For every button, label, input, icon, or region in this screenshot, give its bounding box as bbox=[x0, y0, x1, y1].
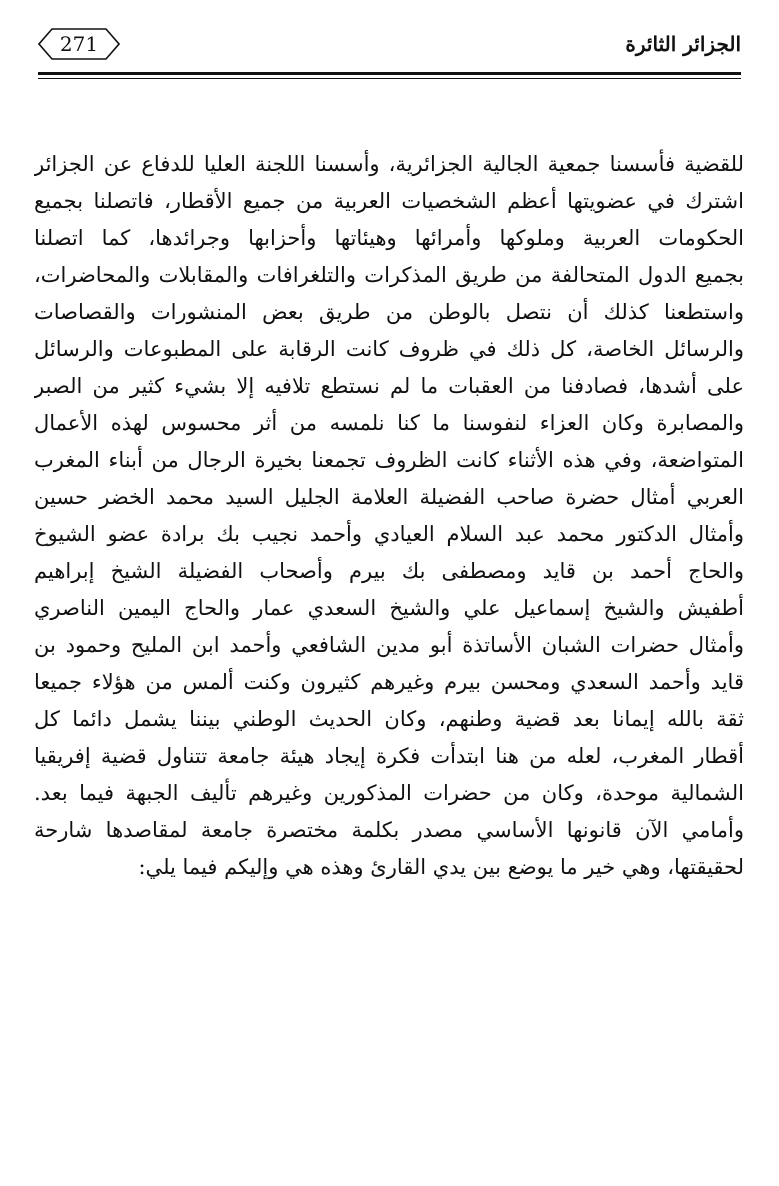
text-line: قايد وأحمد السعدي ومحسن بيرم وغيرهم كثيرون وكنت ألمس من هؤلاء جميعا bbox=[34, 670, 744, 694]
text-line: وأمثال حضرات الشبان الأساتذة أبو مدين الشافعي وأحمد ابن المليح وحمود بن bbox=[34, 633, 744, 657]
text-line: ثقة بالله إيمانا بعد قضية وطنهم، وكان الحديث الوطني بيننا يشمل دائما كل bbox=[34, 707, 744, 731]
text-line: العربي أمثال حضرة صاحب الفضيلة العلامة الجليل السيد محمد الخضر حسين bbox=[34, 485, 744, 509]
header-rule-thin bbox=[38, 78, 741, 79]
text-line: وأمثال الدكتور محمد عبد السلام العيادي وأحمد نجيب بك برادة عضو الشيوخ bbox=[34, 522, 744, 546]
text-line: لحقيقتها، وهي خير ما يوضع بين يدي القارئ وهذه هي وإليكم فيما يلي: bbox=[138, 855, 744, 879]
page-number-badge bbox=[38, 28, 120, 60]
text-line: اشترك في عضويتها أعظم الشخصيات العربية من جميع الأقطار، فاتصلنا بجميع bbox=[34, 189, 744, 213]
text-line: المتواضعة، وفي هذه الأثناء كانت الظروف تجمعنا بخيرة الرجال من أبناء المغرب bbox=[34, 448, 744, 472]
text-line: الحكومات العربية وملوكها وأمرائها وهيئاتها وأحزابها وجرائدها، كما اتصلنا bbox=[34, 226, 744, 250]
page-header bbox=[38, 28, 741, 68]
text-line: والمصابرة وكان العزاء لنفوسنا ما كنا نلمسه من أثر محسوس لهذه الأعمال bbox=[34, 411, 744, 435]
page-number: 271 bbox=[59, 32, 99, 56]
text-line: على أشدها، فصادفنا من العقبات ما لم نستطع تلافيه إلا بشيء كثير من الصبر bbox=[34, 374, 744, 398]
text-line: وأمامي الآن قانونها الأساسي مصدر بكلمة مختصرة جامعة لمقاصدها شارحة bbox=[34, 818, 744, 842]
text-line: للقضية فأسسنا جمعية الجالية الجزائرية، وأسسنا اللجنة العليا للدفاع عن الجزائر bbox=[34, 152, 744, 176]
running-title: الجزائر الثائرة bbox=[625, 32, 741, 56]
text-line: أقطار المغرب، لعله من هنا ابتدأت فكرة إيجاد هيئة جامعة تتناول قضية إفريقيا bbox=[34, 744, 744, 768]
text-line: واستطعنا كذلك أن نتصل بالوطن من طريق بعض المنشورات والقصاصات bbox=[34, 300, 744, 324]
header-rule-thick bbox=[38, 72, 741, 75]
text-line: والرسائل الخاصة، كل ذلك في ظروف كانت الرقابة على المطبوعات والرسائل bbox=[34, 337, 744, 361]
text-line: أطفيش والشيخ إسماعيل علي والشيخ السعدي عمار والحاج اليمين الناصري bbox=[34, 596, 744, 620]
text-line: الشمالية موحدة، وكان من حضرات المذكورين وغيرهم تأليف الجبهة فيما بعد. bbox=[34, 781, 744, 805]
text-line: والحاج أحمد بن قايد ومصطفى بك بيرم وأصحاب الفضيلة الشيخ إبراهيم bbox=[34, 559, 744, 583]
body-text bbox=[34, 146, 744, 886]
text-line: بجميع الدول المتحالفة من طريق المذكرات والتلغرافات والمقابلات والمحاضرات، bbox=[34, 263, 744, 287]
